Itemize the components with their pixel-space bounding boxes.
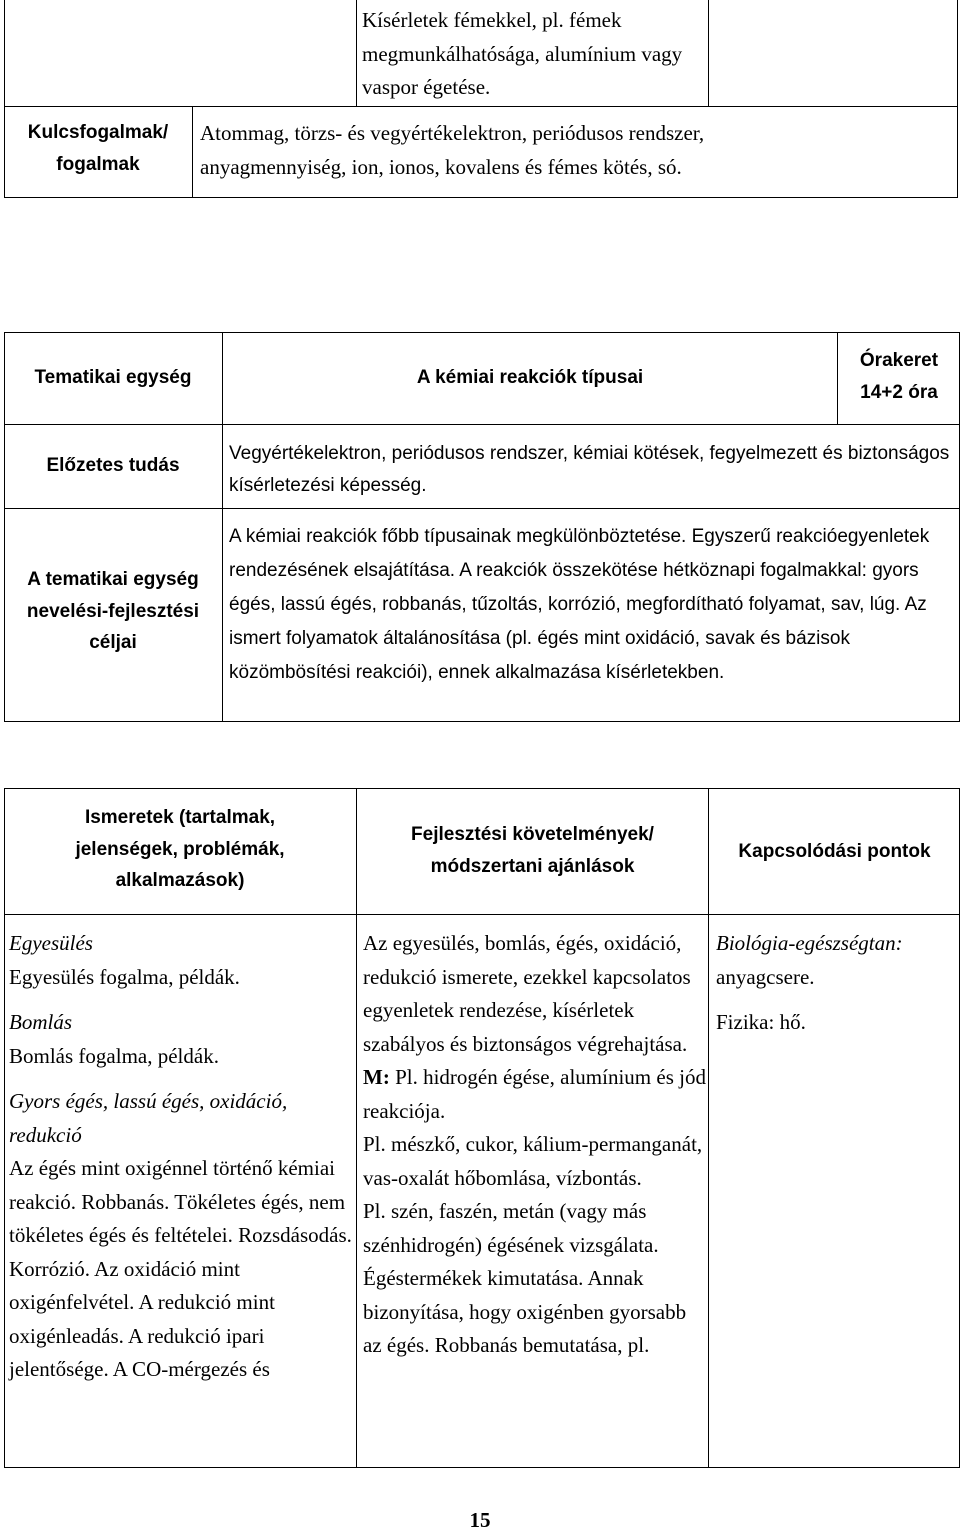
prior-bottom <box>4 508 960 509</box>
m-label: M: <box>363 1065 390 1089</box>
col3-content <box>716 927 956 1040</box>
bio-text: anyagcsere. <box>716 964 815 989</box>
content-divider-2 <box>708 788 709 1468</box>
page-number: 15 <box>469 1508 491 1532</box>
col2-paragraph-2 <box>363 1061 706 1128</box>
hours-box <box>838 345 960 408</box>
text-bomlas: Bomlás fogalma, példák. <box>9 1043 219 1068</box>
content-header-bottom <box>4 914 960 915</box>
col2-paragraph-3: Pl. mészkő, cukor, kálium-permanganát, vas-oxalát hőbomlása, vízbontás. <box>363 1132 703 1190</box>
header-col1: Ismeretek (tartalmak, jelenségek, problémák, alkalmazások) <box>75 807 285 891</box>
heading-egyesules: Egyesülés <box>9 931 93 955</box>
prior-text: Vegyértékelektron, periódusos rendszer, kémiai kötések, fegyelmezett és biztonságos kísérletezési képesség. <box>229 443 950 496</box>
heading-bomlas: Bomlás <box>9 1010 72 1034</box>
unit-label: Tematikai egység <box>34 367 192 388</box>
goals-label: A tematikai egység nevelési-fejlesztési céljai <box>26 569 200 653</box>
header-col2: Fejlesztési követelmények/ módszertani ajánlások <box>411 824 654 877</box>
text-eges: Az égés mint oxigénnel történő kémiai reakció. Robbanás. Tökéletes égés, nem tökéletes égés és feltételei. Rozsdásodás. Korrózió. Az oxidáció mint oxigénfelvétel. A redukció mint oxigénleadás. A redukció ipari jelentősége. A CO-mérgezés és <box>9 1156 352 1381</box>
experiments-text: Kísérletek fémekkel, pl. fémek megmunkálhatósága, alumínium vagy vaspor égetése. <box>362 8 683 99</box>
keywords-label: Kulcsfogalmak/ fogalmak <box>27 122 169 175</box>
bio-label: Biológia-egészségtan: <box>716 931 903 955</box>
unit-header-bottom <box>4 424 960 425</box>
content-divider-1 <box>356 788 357 1468</box>
heading-eges: Gyors égés, lassú égés, oxidáció, redukció <box>9 1089 288 1147</box>
hours-value: 14+2 óra <box>860 381 938 403</box>
prior-label: Előzetes tudás <box>46 455 180 476</box>
phys-text: Fizika: hő. <box>716 1010 806 1034</box>
col2-paragraph-2-text: Pl. hidrogén égése, alumínium és jód reakciója. <box>363 1065 706 1123</box>
top-table-divider-b <box>708 0 709 107</box>
keywords-text: Atommag, törzs- és vegyértékelektron, periódusos rendszer, anyagmennyiség, ion, ionos, kovalens és fémes kötés, só. <box>200 121 705 179</box>
keywords-divider <box>192 106 193 198</box>
unit-title: A kémiai reakciók típusai <box>416 367 644 388</box>
goals-text: A kémiai reakciók főbb típusainak megkülönböztetése. Egyszerű reakcióegyenletek rendezésének elsajátítása. A reakciók összekötése hétköznapi fogalmakkal: gyors égés, lassú égés, robbanás, tűzoltás, korrózió, megfordítható folyamat, sav, lúg. Az ismert folyamatok általánosítása (pl. égés mint oxidáció, savak és bázisok közömbösítési reakciói), ennek alkalmazása kísérletekben. <box>229 526 930 683</box>
top-table-divider-a <box>356 0 357 107</box>
col2-paragraph-1: Az egyesülés, bomlás, égés, oxidáció, redukció ismerete, ezekkel kapcsolatos egyenletek rendezése, kísérletek szabályos és biztonságos végrehajtása. <box>363 931 691 1056</box>
col2-paragraph-4: Pl. szén, faszén, metán (vagy más szénhidrogén) égésének vizsgálata. Égéstermékek kimutatása. Annak bizonyítása, hogy oxigénben gyorsabb az égés. Robbanás bemutatása, pl. <box>363 1199 687 1357</box>
col2-content <box>363 927 706 1363</box>
text-egyesules: Egyesülés fogalma, példák. <box>9 964 240 989</box>
col1-content <box>9 927 353 1387</box>
hours-label: Órakeret <box>859 350 939 371</box>
header-col3: Kapcsolódási pontok <box>738 841 931 862</box>
